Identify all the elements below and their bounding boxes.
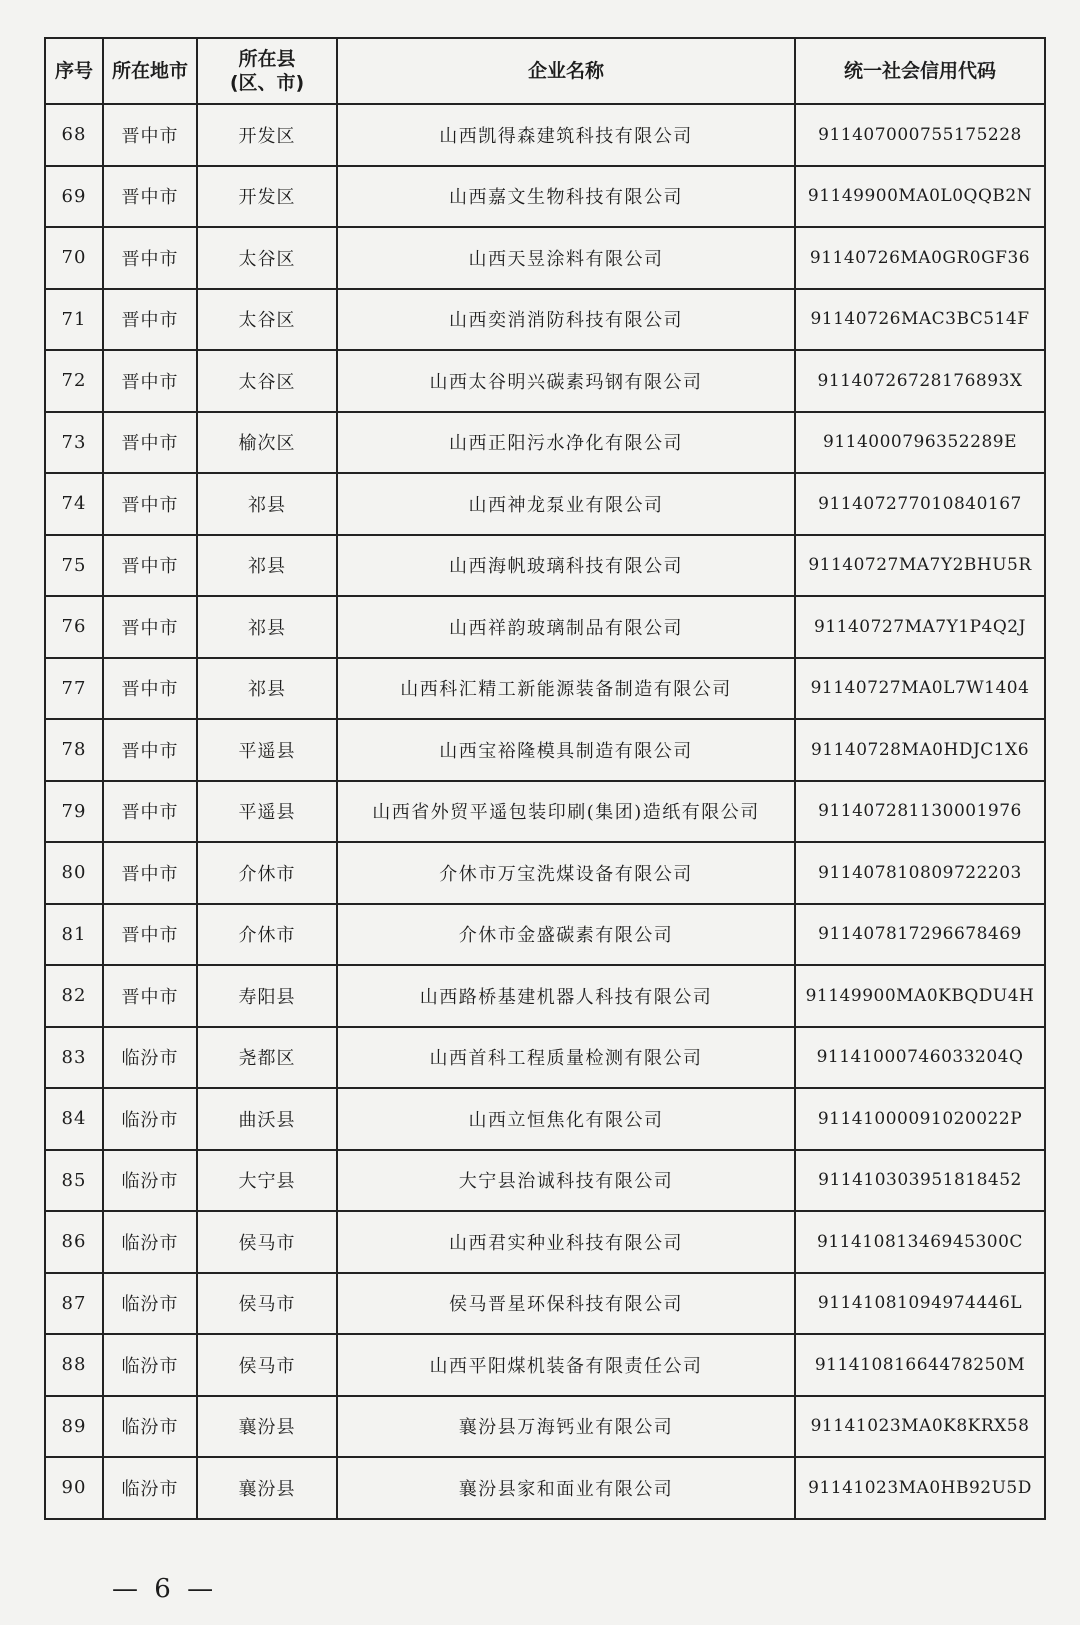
table-row bbox=[45, 1027, 1045, 1089]
cell-county: 太谷区 bbox=[197, 289, 337, 351]
cell-city: 临汾市 bbox=[103, 1027, 197, 1089]
table-row bbox=[45, 965, 1045, 1027]
cell-credit-code: 911407000755175228 bbox=[795, 104, 1045, 166]
cell-seq: 76 bbox=[45, 596, 103, 658]
cell-city: 临汾市 bbox=[103, 1334, 197, 1396]
header-company-name: 企业名称 bbox=[337, 38, 795, 104]
table-row bbox=[45, 1150, 1045, 1212]
cell-county: 侯马市 bbox=[197, 1334, 337, 1396]
cell-county: 襄汾县 bbox=[197, 1396, 337, 1458]
cell-company-name: 山西宝裕隆模具制造有限公司 bbox=[337, 719, 795, 781]
cell-city: 临汾市 bbox=[103, 1273, 197, 1335]
cell-seq: 75 bbox=[45, 535, 103, 597]
cell-company-name: 大宁县治诚科技有限公司 bbox=[337, 1150, 795, 1212]
cell-seq: 80 bbox=[45, 842, 103, 904]
header-credit-code: 统一社会信用代码 bbox=[795, 38, 1045, 104]
cell-city: 晋中市 bbox=[103, 535, 197, 597]
cell-seq: 86 bbox=[45, 1211, 103, 1273]
cell-credit-code: 911410303951818452 bbox=[795, 1150, 1045, 1212]
table-row bbox=[45, 1211, 1045, 1273]
cell-credit-code: 91140726MA0GR0GF36 bbox=[795, 227, 1045, 289]
cell-seq: 77 bbox=[45, 658, 103, 720]
cell-city: 晋中市 bbox=[103, 596, 197, 658]
cell-company-name: 介休市万宝洗煤设备有限公司 bbox=[337, 842, 795, 904]
cell-city: 晋中市 bbox=[103, 350, 197, 412]
table-row bbox=[45, 781, 1045, 843]
table-row bbox=[45, 1457, 1045, 1519]
cell-city: 临汾市 bbox=[103, 1457, 197, 1519]
table-row bbox=[45, 227, 1045, 289]
table-row bbox=[45, 596, 1045, 658]
cell-county: 祁县 bbox=[197, 535, 337, 597]
cell-company-name: 山西天昱涂料有限公司 bbox=[337, 227, 795, 289]
cell-city: 晋中市 bbox=[103, 473, 197, 535]
cell-credit-code: 91140727MA0L7W1404 bbox=[795, 658, 1045, 720]
cell-company-name: 山西太谷明兴碳素玛钢有限公司 bbox=[337, 350, 795, 412]
cell-credit-code: 911407277010840167 bbox=[795, 473, 1045, 535]
cell-company-name: 山西正阳污水净化有限公司 bbox=[337, 412, 795, 474]
cell-company-name: 山西平阳煤机装备有限责任公司 bbox=[337, 1334, 795, 1396]
cell-credit-code: 91140007963522​89E bbox=[795, 412, 1045, 474]
cell-city: 晋中市 bbox=[103, 166, 197, 228]
table-row bbox=[45, 289, 1045, 351]
cell-credit-code: 91140728MA0HDJC1X6 bbox=[795, 719, 1045, 781]
table-row bbox=[45, 350, 1045, 412]
cell-county: 侯马市 bbox=[197, 1211, 337, 1273]
cell-county: 尧都区 bbox=[197, 1027, 337, 1089]
cell-credit-code: 911407817296678469 bbox=[795, 904, 1045, 966]
cell-credit-code: 911407810809722203 bbox=[795, 842, 1045, 904]
cell-company-name: 山西立恒焦化有限公司 bbox=[337, 1088, 795, 1150]
cell-county: 祁县 bbox=[197, 596, 337, 658]
cell-county: 太谷区 bbox=[197, 350, 337, 412]
cell-credit-code: 91140726MAC3BC514F bbox=[795, 289, 1045, 351]
table-row bbox=[45, 473, 1045, 535]
page-number: — 6 — bbox=[112, 1574, 218, 1604]
cell-company-name: 山西君实种业科技有限公司 bbox=[337, 1211, 795, 1273]
cell-city: 晋中市 bbox=[103, 227, 197, 289]
table-row bbox=[45, 1088, 1045, 1150]
cell-seq: 85 bbox=[45, 1150, 103, 1212]
cell-city: 临汾市 bbox=[103, 1088, 197, 1150]
cell-city: 晋中市 bbox=[103, 781, 197, 843]
cell-company-name: 山西科汇精工新能源装备制造有限公司 bbox=[337, 658, 795, 720]
cell-company-name: 山西海帆玻璃科技有限公司 bbox=[337, 535, 795, 597]
cell-county: 太谷区 bbox=[197, 227, 337, 289]
table-row bbox=[45, 719, 1045, 781]
cell-credit-code: 91140726728176893X bbox=[795, 350, 1045, 412]
cell-credit-code: 91141000746033204Q bbox=[795, 1027, 1045, 1089]
cell-seq: 72 bbox=[45, 350, 103, 412]
cell-county: 介休市 bbox=[197, 842, 337, 904]
cell-credit-code: 911407281130001976 bbox=[795, 781, 1045, 843]
table-row bbox=[45, 104, 1045, 166]
cell-company-name: 山西神龙泵业有限公司 bbox=[337, 473, 795, 535]
cell-company-name: 侯马晋星环保科技有限公司 bbox=[337, 1273, 795, 1335]
header-city: 所在地市 bbox=[103, 38, 197, 104]
cell-city: 临汾市 bbox=[103, 1150, 197, 1212]
cell-seq: 83 bbox=[45, 1027, 103, 1089]
cell-county: 开发区 bbox=[197, 104, 337, 166]
cell-credit-code: 91141023MA0HB92U5D bbox=[795, 1457, 1045, 1519]
cell-city: 晋中市 bbox=[103, 719, 197, 781]
cell-city: 晋中市 bbox=[103, 289, 197, 351]
cell-credit-code: 91149900MA0L0QQB2N bbox=[795, 166, 1045, 228]
cell-company-name: 山西祥韵玻璃制品有限公司 bbox=[337, 596, 795, 658]
table-row bbox=[45, 658, 1045, 720]
cell-credit-code: 91141081094974446L bbox=[795, 1273, 1045, 1335]
header-county-line2: (区、市) bbox=[229, 72, 305, 94]
cell-county: 大宁县 bbox=[197, 1150, 337, 1212]
cell-county: 平遥县 bbox=[197, 719, 337, 781]
table-row bbox=[45, 1334, 1045, 1396]
cell-county: 平遥县 bbox=[197, 781, 337, 843]
cell-company-name: 山西路桥基建机器人科技有限公司 bbox=[337, 965, 795, 1027]
cell-seq: 82 bbox=[45, 965, 103, 1027]
cell-seq: 69 bbox=[45, 166, 103, 228]
cell-seq: 68 bbox=[45, 104, 103, 166]
cell-seq: 90 bbox=[45, 1457, 103, 1519]
table-row bbox=[45, 535, 1045, 597]
cell-city: 晋中市 bbox=[103, 412, 197, 474]
cell-company-name: 襄汾县家和面业有限公司 bbox=[337, 1457, 795, 1519]
cell-county: 祁县 bbox=[197, 658, 337, 720]
table-body bbox=[45, 104, 1045, 1519]
cell-city: 晋中市 bbox=[103, 658, 197, 720]
cell-city: 晋中市 bbox=[103, 842, 197, 904]
table-row bbox=[45, 904, 1045, 966]
cell-seq: 70 bbox=[45, 227, 103, 289]
header-county bbox=[197, 38, 337, 104]
table-header bbox=[45, 38, 1045, 104]
cell-county: 襄汾县 bbox=[197, 1457, 337, 1519]
cell-seq: 73 bbox=[45, 412, 103, 474]
cell-seq: 71 bbox=[45, 289, 103, 351]
cell-seq: 81 bbox=[45, 904, 103, 966]
cell-county: 介休市 bbox=[197, 904, 337, 966]
cell-city: 晋中市 bbox=[103, 104, 197, 166]
cell-credit-code: 91140727MA7Y1P4Q2J bbox=[795, 596, 1045, 658]
table-row bbox=[45, 1396, 1045, 1458]
cell-city: 临汾市 bbox=[103, 1396, 197, 1458]
cell-company-name: 山西首科工程质量检测有限公司 bbox=[337, 1027, 795, 1089]
cell-county: 曲沃县 bbox=[197, 1088, 337, 1150]
cell-company-name: 襄汾县万海钙业有限公司 bbox=[337, 1396, 795, 1458]
header-seq: 序号 bbox=[45, 38, 103, 104]
cell-seq: 84 bbox=[45, 1088, 103, 1150]
cell-company-name: 山西嘉文生物科技有限公司 bbox=[337, 166, 795, 228]
table-row bbox=[45, 842, 1045, 904]
cell-seq: 87 bbox=[45, 1273, 103, 1335]
cell-county: 开发区 bbox=[197, 166, 337, 228]
cell-credit-code: 91149900MA0KBQDU4H bbox=[795, 965, 1045, 1027]
cell-city: 晋中市 bbox=[103, 904, 197, 966]
cell-credit-code: 91141081346945300C bbox=[795, 1211, 1045, 1273]
cell-city: 临汾市 bbox=[103, 1211, 197, 1273]
cell-county: 寿阳县 bbox=[197, 965, 337, 1027]
enterprise-table bbox=[44, 37, 1046, 1520]
cell-county: 榆次区 bbox=[197, 412, 337, 474]
cell-seq: 74 bbox=[45, 473, 103, 535]
cell-credit-code: 91140727MA7Y2BHU5R bbox=[795, 535, 1045, 597]
header-county-line1: 所在县 bbox=[238, 48, 296, 70]
cell-company-name: 介休市金盛碳素有限公司 bbox=[337, 904, 795, 966]
cell-company-name: 山西奕消消防科技有限公司 bbox=[337, 289, 795, 351]
cell-credit-code: 91141081664478250M bbox=[795, 1334, 1045, 1396]
cell-county: 侯马市 bbox=[197, 1273, 337, 1335]
cell-company-name: 山西省外贸平遥包装印刷(集团)造纸有限公司 bbox=[337, 781, 795, 843]
cell-company-name: 山西凯得森建筑科技有限公司 bbox=[337, 104, 795, 166]
cell-seq: 78 bbox=[45, 719, 103, 781]
cell-credit-code: 91141023MA0K8KRX58 bbox=[795, 1396, 1045, 1458]
cell-seq: 89 bbox=[45, 1396, 103, 1458]
cell-seq: 79 bbox=[45, 781, 103, 843]
table-row bbox=[45, 1273, 1045, 1335]
table-row bbox=[45, 166, 1045, 228]
cell-city: 晋中市 bbox=[103, 965, 197, 1027]
table-row bbox=[45, 412, 1045, 474]
cell-seq: 88 bbox=[45, 1334, 103, 1396]
header-row bbox=[45, 38, 1045, 104]
cell-county: 祁县 bbox=[197, 473, 337, 535]
cell-credit-code: 91141000091020022P bbox=[795, 1088, 1045, 1150]
